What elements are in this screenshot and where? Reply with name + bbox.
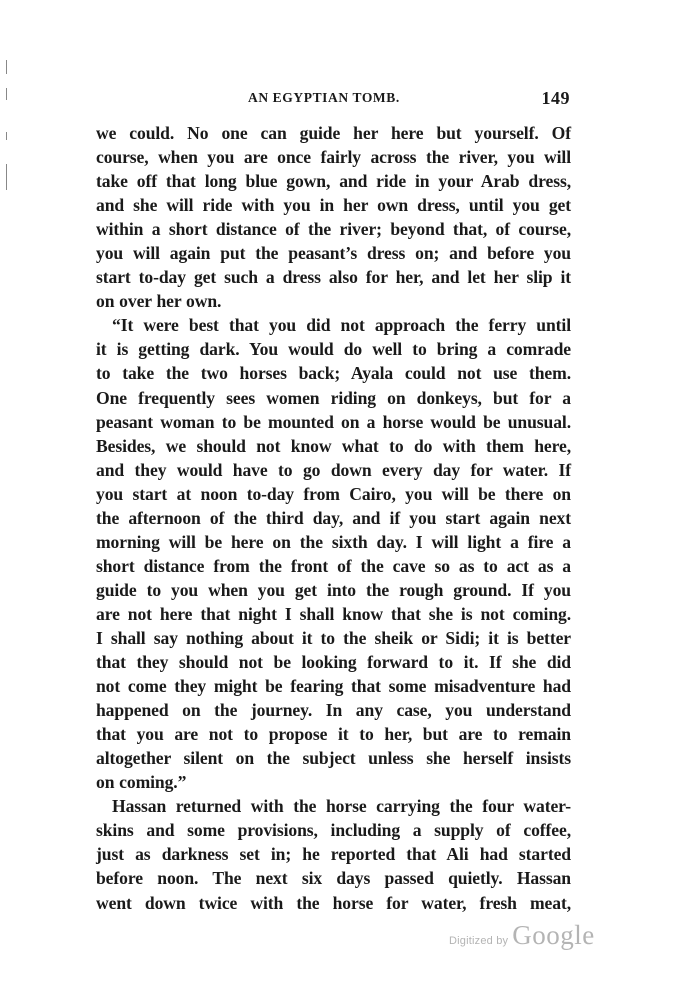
text-line: “It were best that you did not approach the ferry until [112,315,571,336]
digitized-watermark [449,920,595,951]
text-line: guide to you when you get into the rough ground. If you [96,579,571,600]
page-header [96,88,570,110]
text-line: course, when you are once fairly across the river, you will [96,147,571,168]
text-line: on over her own. [96,291,222,312]
text-line: you will again put the peasant’s dress on; and before you [96,243,571,264]
text-line: Hassan returned with the horse carrying the four water- [112,796,571,817]
text-line: peasant woman to be mounted on a horse would be unusual. [96,411,571,432]
text-line: you start at noon to-day from Cairo, you will be there on [96,483,571,504]
margin-marks [6,60,9,190]
text-line: happened on the journey. In any case, you understand [96,700,571,721]
text-line: morning will be here on the sixth day. I will light a fire a [96,531,571,552]
text-line: skins and some provisions, including a supply of coffee, [96,820,571,841]
text-line: start to-day get such a dress also for her, and let her slip it [96,267,571,288]
text-line: not come they might be fearing that some misadventure had [96,676,571,697]
text-line: I shall say nothing about it to the sheik or Sidi; it is better [96,627,571,648]
text-line: are not here that night I shall know that she is not coming. [96,603,571,624]
text-line: that they should not be looking forward to it. If she did [96,652,571,673]
text-line: altogether silent on the subject unless she herself insists [96,748,571,769]
text-line: on coming.” [96,772,187,793]
text-line: Besides, we should not know what to do with them here, [96,435,571,456]
text-line: it is getting dark. You would do well to bring a comrade [96,339,571,360]
text-line: we could. No one can guide her here but yourself. Of [96,123,571,143]
text-line: and they would have to go down every day for water. If [96,459,571,480]
running-title: AN EGYPTIAN TOMB. [248,90,400,105]
text-line: and she will ride with you in her own dress, until you get [96,195,571,216]
text-line: just as darkness set in; he reported that Ali had started [96,844,571,865]
text-line: that you are not to propose it to her, but are to remain [96,724,571,745]
page-number: 149 [541,88,570,108]
google-logo-text: Google [512,920,595,950]
text-line: before noon. The next six days passed quietly. Hassan [96,868,571,889]
text-line: to take the two horses back; Ayala could not use them. [96,363,571,384]
text-line: within a short distance of the river; beyond that, of course, [96,219,571,240]
text-line: short distance from the front of the cave so as to act as a [96,555,571,576]
watermark-prefix: Digitized by [449,935,509,947]
text-line: take off that long blue gown, and ride in your Arab dress, [96,171,571,192]
text-line: went down twice with the horse for water, fresh meat, [96,892,571,913]
body-text [96,121,571,915]
text-line: the afternoon of the third day, and if you start again next [96,507,571,528]
text-line: One frequently sees women riding on donkeys, but for a [96,387,571,408]
